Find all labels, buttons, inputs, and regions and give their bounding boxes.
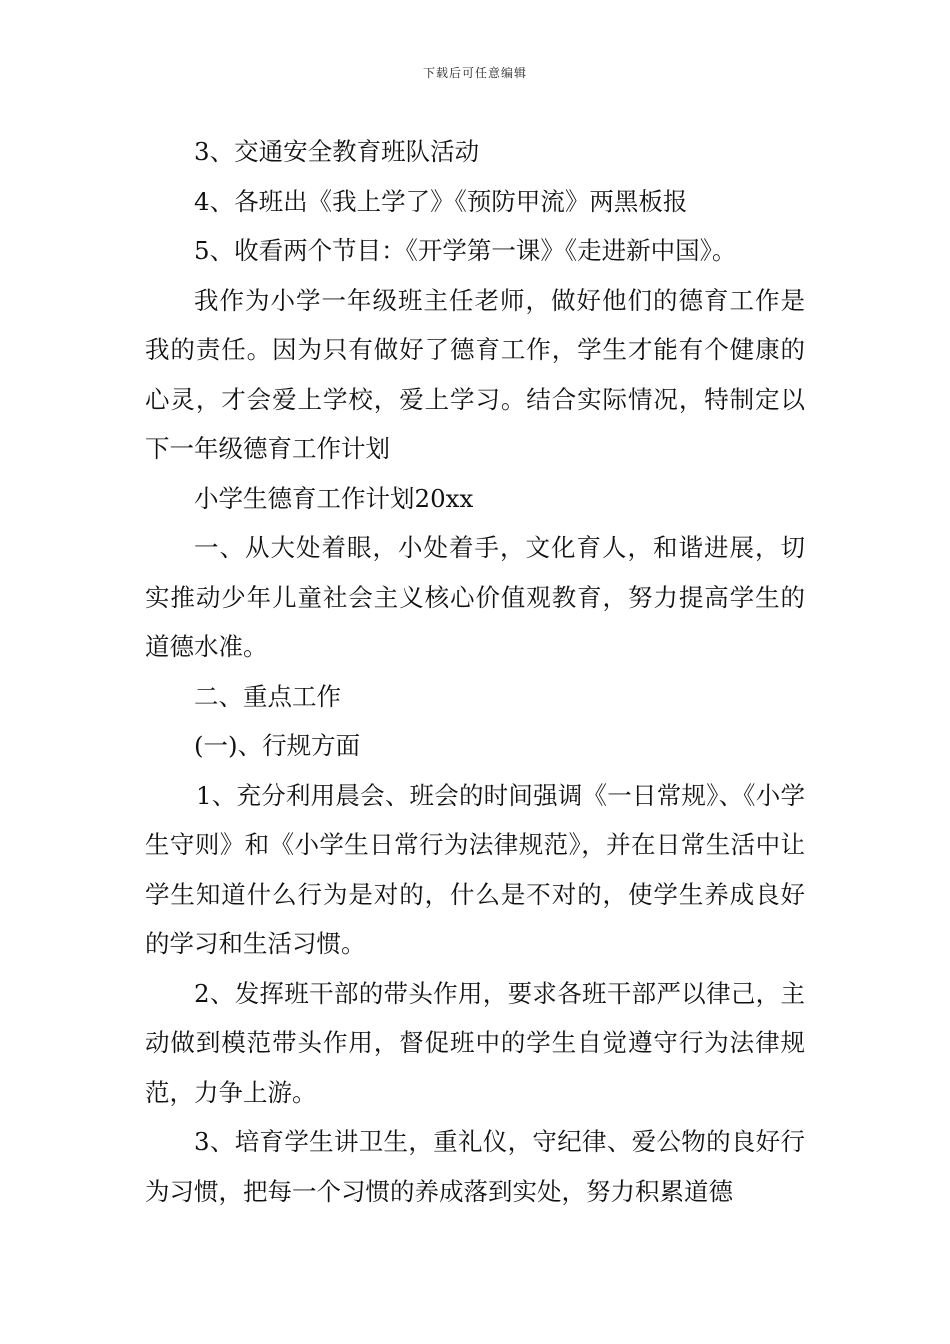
paragraph-item-4: 4、各班出《我上学了》《预防甲流》两黑板报 [194,186,688,216]
plan-title: 小学生德育工作计划20xx [194,483,474,513]
section-two-heading: 二、重点工作 [194,681,341,711]
paragraph-intro: 我作为小学一年级班主任老师，做好他们的德育工作是我的责任。因为只有做好了德育工作，学生才能有个健康的心灵，才会爱上学校，爱上学习。结合实际情况，特制定以下一年级德育工作计划 [145,285,805,463]
paragraph-item-3: 3、交通安全教育班队活动 [194,137,480,166]
point-two: 2、发挥班干部的带头作用，要求各班干部严以律己，主动做到模范带头作用，督促班中的学生自觉遵守行为法律规范，力争上游。 [145,978,805,1107]
point-three: 3、培育学生讲卫生，重礼仪，守纪律、爱公物的良好行为习惯，把每一个习惯的养成落到实处，努力积累道德 [145,1127,805,1206]
section-one: 一、从大处着眼，小处着手，文化育人，和谐进展，切实推动少年儿童社会主义核心价值观教育，努力提高学生的道德水准。 [145,533,805,661]
document-body [145,127,805,1216]
paragraph-item-5: 5、收看两个节目：《开学第一课》《走进新中国》。 [194,236,737,265]
subsection-heading: (一)、行规方面 [194,731,361,760]
page-header-note: 下载后可任意编辑 [422,66,527,80]
point-one: 1、充分利用晨会、班会的时间强调《一日常规》、《小学生守则》和《小学生日常行为法律规范》，并在日常生活中让学生知道什么行为是对的，什么是不对的，使学生养成良好的学习和生活习惯。 [145,780,805,958]
